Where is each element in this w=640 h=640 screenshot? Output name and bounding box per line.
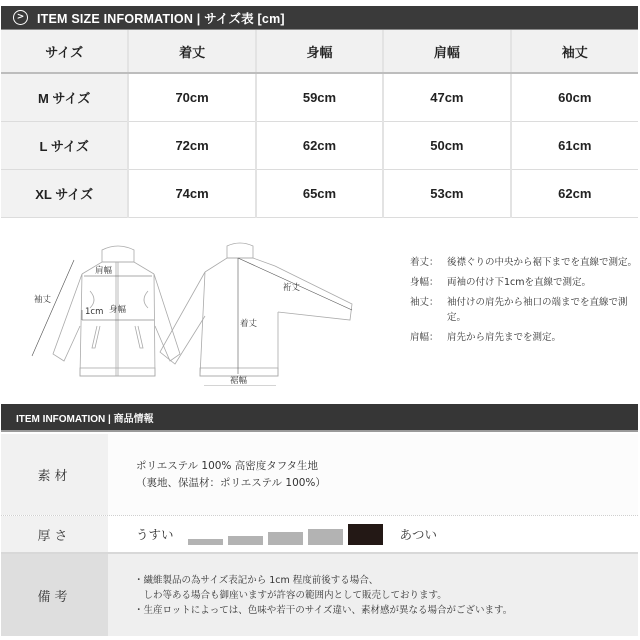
table-cell: 53cm [383,169,510,217]
remarks-line: ・生産ロットによっては、色味や若干のサイズ違い、素材感が異なる場合がございます。 [134,604,513,616]
thickness-max-label: あつい [399,527,438,542]
table-cell: 59cm [256,73,383,121]
diagram-label-sleeve: 袖丈 [34,295,52,305]
table-cell: 70cm [128,73,255,121]
thickness-level-4 [308,529,343,545]
size-table [1,30,638,218]
jacket-outline-icon [20,236,380,386]
thickness-row [1,516,638,554]
thickness-level-2 [228,536,263,545]
size-section-title: ITEM SIZE INFORMATION | サイズ表 [cm] [37,11,285,26]
note-text: 後襟ぐりの中央から裾下までを直線で測定。 [447,257,638,268]
material-label: 素材 [1,434,108,515]
table-cell: 50cm [383,121,510,169]
size-label: XL サイズ [1,169,128,217]
thickness-level-3 [268,532,303,545]
thickness-level-5-selected [348,524,383,545]
item-info-table [1,434,638,636]
remarks-row [1,554,638,636]
column-header: サイズ [1,30,128,73]
note-key: 肩幅： [410,332,439,343]
note-item [410,255,638,270]
thickness-value [108,516,638,552]
column-header: 着丈 [128,30,255,73]
jacket-measurement-diagram [20,236,380,386]
table-cell: 74cm [128,169,255,217]
note-text: 肩先から肩先までを測定。 [447,332,562,343]
table-cell: 72cm [128,121,255,169]
diagram-label-shoulder: 肩幅 [95,266,113,276]
note-item [410,330,638,345]
size-section-header [1,6,638,30]
diagram-label-length: 着丈 [240,319,258,329]
size-table-header [1,30,638,73]
note-text: 両袖の付け下1cmを直線で測定。 [447,277,592,288]
material-value [108,434,638,515]
table-cell: 60cm [511,73,638,121]
info-section-title: ITEM INFOMATION | 商品情報 [16,413,154,425]
column-header: 肩幅 [383,30,510,73]
column-header: 身幅 [256,30,383,73]
note-key: 身幅： [410,277,439,288]
table-row [1,121,638,169]
note-key: 袖丈： [410,297,439,308]
diagram-label-body-width: 身幅 [109,305,127,315]
note-text: 袖付けの肩先から袖口の端までを直線で測定。 [447,297,628,323]
remarks-value [108,554,638,636]
measurement-notes [410,255,638,350]
thickness-label: 厚さ [1,516,108,552]
info-section-header [1,404,638,432]
size-label: M サイズ [1,73,128,121]
remarks-line: しわ等ある場合も御座いますが許容の範囲内として販売しております。 [134,589,447,601]
diagram-label-hem: 裾幅 [230,376,248,386]
table-cell: 65cm [256,169,383,217]
remarks-line: ・繊維製品の為サイズ表記から 1cm 程度前後する場合、 [134,574,379,586]
table-cell: 62cm [511,169,638,217]
table-cell: 62cm [256,121,383,169]
diagram-label-1cm: 1cm [85,307,104,317]
chevron-right-circle-icon: > [13,10,28,25]
table-row [1,73,638,121]
thickness-min-label: うすい [136,527,174,542]
table-cell: 61cm [511,121,638,169]
column-header: 袖丈 [511,30,638,73]
note-item [410,295,638,325]
diagram-label-raglan: 裄丈 [283,283,301,293]
thickness-scale [188,523,388,545]
size-label: L サイズ [1,121,128,169]
table-cell: 47cm [383,73,510,121]
note-item [410,275,638,290]
table-row [1,169,638,217]
material-line: ポリエステル 100% 高密度タフタ生地 [136,459,319,472]
material-line: （裏地、保温材：ポリエステル 100%） [136,476,326,489]
remarks-label: 備考 [1,554,108,636]
note-key: 着丈： [410,257,439,268]
thickness-level-1 [188,539,223,545]
material-row [1,434,638,516]
